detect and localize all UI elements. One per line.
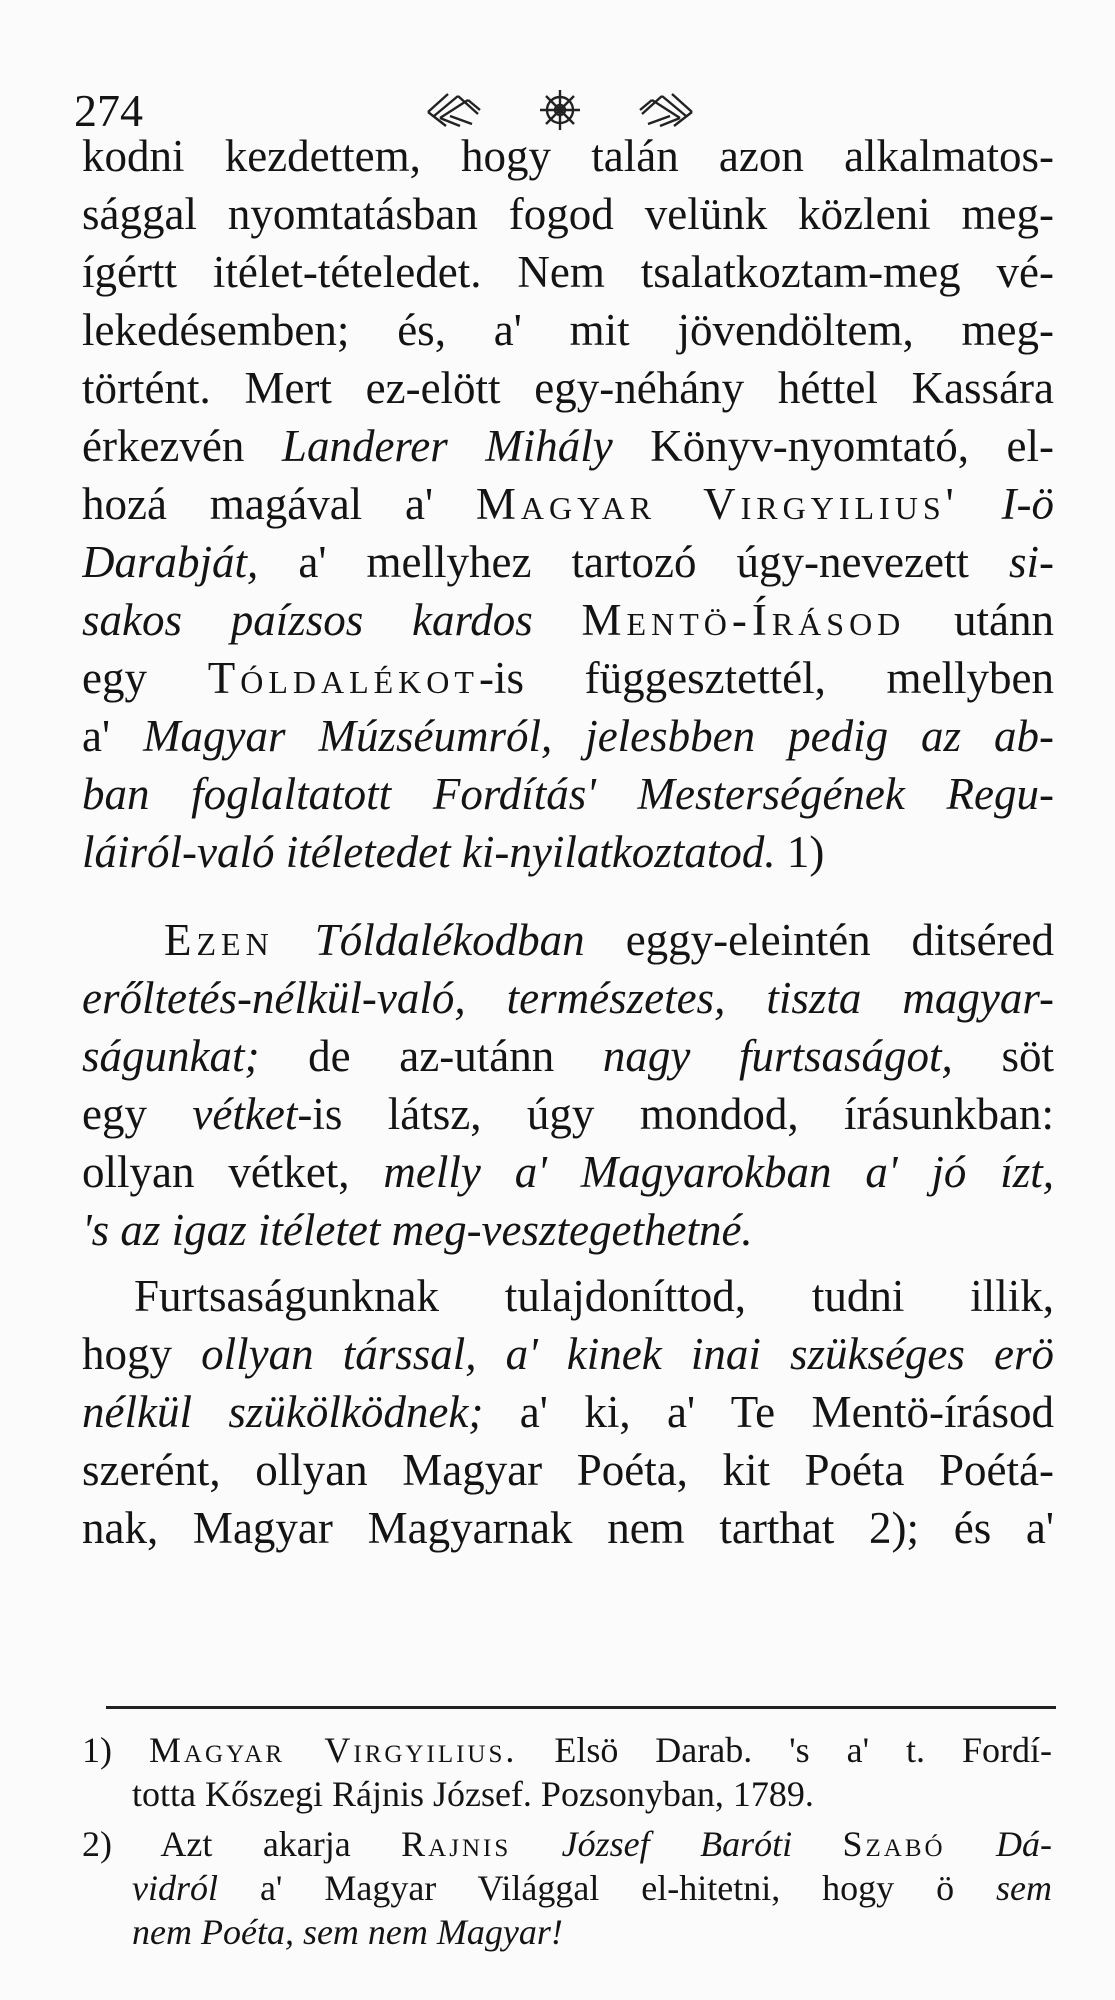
text-line [82,1027,1054,1085]
text-line [82,1325,1054,1383]
italic-fragment: si- [1009,537,1054,587]
text-fragment: a' mellyhez tartozó úgy-nevezett [298,537,969,587]
footnote-ref: 1) [786,827,825,877]
text-line [82,417,1054,475]
italic-fragment: ollyan társsal, a' kinek inai szükséges erö [201,1329,1054,1379]
paragraph-start: Furtsaságunknak tulajdoníttod, tudni illik, [134,1271,1054,1321]
small-caps-title: Tóldalékot [207,653,479,703]
italic-fragment: nagy furtsaságot, [602,1031,953,1081]
text-fragment: Könyv-nyomtató, el- [650,421,1054,471]
text-fragment: ollyan vétket, [82,1147,350,1197]
text-line [82,1201,1054,1259]
italic-fragment: nélkül szükölködnek; [82,1387,484,1437]
text-fragment: -is látsz, úgy mondod, írásunkban: [297,1089,1054,1139]
text-fragment: Elsö Darab. 's a' t. Fordí- [554,1730,1052,1770]
footnote-marker: 1) [82,1730,112,1770]
text-line [82,823,1054,881]
footnote-1 [82,1728,1052,1772]
italic-fragment: vidról [132,1868,218,1908]
footnote-line [132,1866,1052,1910]
text-line: történt. Mert ez-elött egy-néhány héttel Kassára [82,363,1054,413]
small-caps-name: Rajnis [401,1824,512,1864]
small-caps-title: Magyar Virgyilius. [148,1730,518,1770]
text-line: kodni kezdettem, hogy talán azon alkalmatos- [82,131,1054,181]
italic-fragment: sem [996,1868,1052,1908]
text-fragment: -is függesztettél, mellyben [478,653,1054,703]
text-line [82,969,1054,1027]
text-line [82,707,1054,765]
text-fragment: egy [82,653,147,703]
text-fragment: hogy [82,1329,172,1379]
text-line [82,1383,1054,1441]
text-fragment: eggy-eleintén ditséred [625,915,1054,965]
text-line: szerént, ollyan Magyar Poéta, kit Poéta Poétá- [82,1445,1054,1495]
text-line [82,475,1054,533]
italic-fragment: sakos paízsos kardos [82,595,533,645]
small-caps-name: Szabó [842,1824,946,1864]
text-line [82,533,1054,591]
small-caps-word: Ezen [164,915,274,965]
italic-fragment: Tóldalékodban [314,915,585,965]
italic-fragment: Dá- [996,1824,1052,1864]
italic-fragment: Darabját, [82,537,259,587]
italic-fragment: Magyar Múzséumról, jelesbben pedig az ab- [143,711,1054,761]
text-line: lekedésemben; és, a' mit jövendöltem, meg- [82,305,1054,355]
text-fragment: a' Magyar Világgal el-hitetni, hogy ö [259,1868,955,1908]
text-line [82,765,1054,823]
italic-fragment: erőltetés-nélkül-való, természetes, tiszta magyar- [82,973,1054,1023]
small-caps-title: Mentö-Írásod [581,595,906,645]
text-fragment: egy [82,1089,147,1139]
text-line [82,1143,1054,1201]
text-line [82,1085,1054,1143]
footnote-line [132,1910,1052,1954]
footnote-divider [106,1706,1056,1709]
text-fragment: érkezvén [82,421,245,471]
italic-name: József Baróti [561,1824,793,1864]
text-line: ígértt itélet-tételedet. Nem tsalatkoztam-meg vé- [82,247,1054,297]
italic-fragment: vétket [192,1089,298,1139]
text-fragment: de az-utánn [308,1031,555,1081]
footnote-line: totta Kőszegi Rájnis József. Pozsonyban, 1789. [132,1774,814,1814]
paragraph-start [164,911,1054,969]
italic-fragment: I-ö [1001,479,1054,529]
italic-fragment: nem Poéta, sem nem Magyar! [132,1912,563,1952]
text-fragment: hozá magával a' [82,479,434,529]
footnote-2 [82,1822,1052,1866]
text-fragment: söt [1001,1031,1054,1081]
italic-fragment: láiról-való itéletedet ki-nyilatkoztatod. [82,827,776,877]
text-fragment: a' ki, a' Te Mentö-írásod [519,1387,1054,1437]
text-fragment: 2) Azt akarja [82,1824,351,1864]
small-caps-title: Magyar Virgyilius' [475,479,959,529]
italic-fragment: ban foglaltatott Fordítás' Mesterségének Regu- [82,769,1054,819]
italic-fragment: melly a' Magyarokban a' jó ízt, [383,1147,1054,1197]
text-line: nak, Magyar Magyarnak nem tarthat 2); és a' [82,1503,1054,1553]
text-line [82,649,1054,707]
italic-fragment: 's az igaz itéletet meg-vesztegethetné. [82,1205,753,1255]
italic-name: Landerer Mihály [281,421,613,471]
text-line [82,591,1054,649]
text-fragment: a' [82,711,111,761]
three-flower-ornament-icon [420,86,700,132]
text-fragment: utánn [954,595,1054,645]
text-line: sággal nyomtatásban fogod velünk közleni meg- [82,189,1054,239]
page-number: 274 [74,85,143,136]
italic-fragment: ságunkat; [82,1031,260,1081]
